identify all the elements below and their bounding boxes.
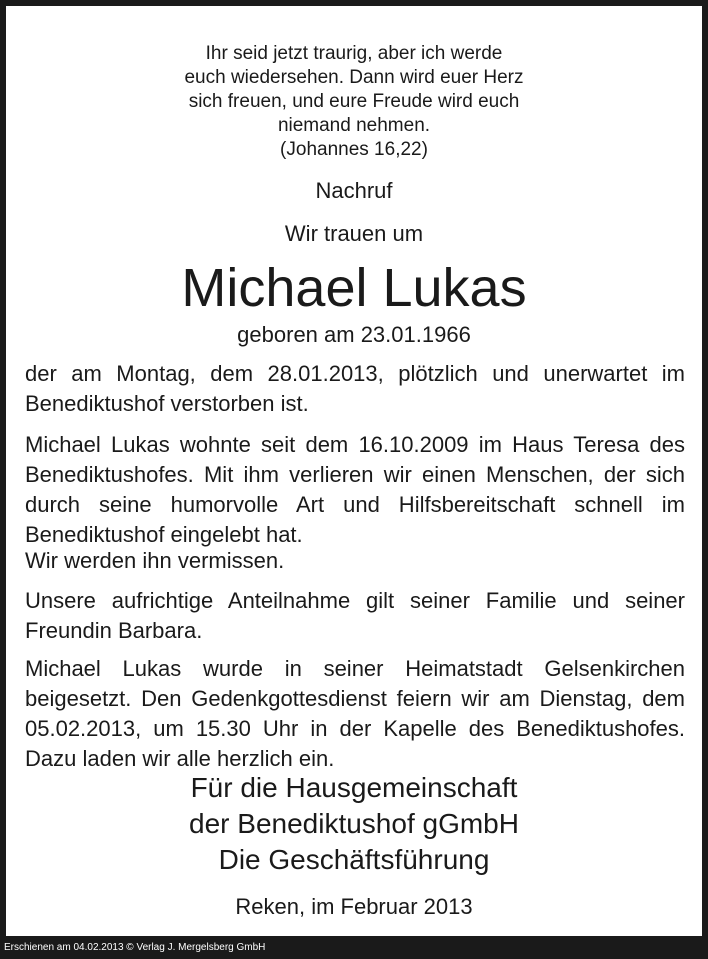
verse-line: euch wiedersehen. Dann wird euer Herz xyxy=(184,67,524,88)
obituary-card xyxy=(6,6,702,936)
paragraph-death-notice: der am Montag, dem 28.01.2013, plötzlich und unerwartet im Benediktushof verstorben ist. xyxy=(25,361,685,416)
signature-line: der Benediktushof gGmbH xyxy=(189,808,519,839)
paragraph-memorial-service: Michael Lukas wurde in seiner Heimatstadt Gelsenkirchen beigesetzt. Den Gedenkgottesdienst feiern wir am Dienstag, dem 05.02.2013, um 15.30 Uhr in der Kapelle des Benediktushofes. Dazu laden wir alle herzlich ein. xyxy=(25,656,685,771)
place-date: Reken, im Februar 2013 xyxy=(235,894,473,919)
publication-footer: Erschienen am 04.02.2013 © Verlag J. Mergelsberg GmbH xyxy=(4,942,266,953)
signature-line: Für die Hausgemeinschaft xyxy=(190,772,518,803)
birth-date: geboren am 23.01.1966 xyxy=(237,322,471,347)
paragraph-miss-him: Wir werden ihn vermissen. xyxy=(25,548,285,573)
intro-text: Wir trauen um xyxy=(284,221,424,246)
signature-line: Die Geschäftsführung xyxy=(218,844,490,875)
paragraph-biography: Michael Lukas wohnte seit dem 16.10.2009 im Haus Teresa des Benediktushofes. Mit ihm verlieren wir einen Menschen, der sich durch seine humorvolle Art und Hilfsbereitschaft schnell im Benediktushof eingelebt hat. xyxy=(25,432,685,547)
verse-line: niemand nehmen. xyxy=(277,115,431,136)
verse-reference: (Johannes 16,22) xyxy=(280,139,428,160)
bible-verse xyxy=(6,42,702,162)
deceased-name: Michael Lukas xyxy=(181,258,527,318)
paragraph-condolences: Unsere aufrichtige Anteilnahme gilt seiner Familie und seiner Freundin Barbara. xyxy=(25,588,685,643)
verse-line: sich freuen, und eure Freude wird euch xyxy=(188,91,520,112)
verse-line: Ihr seid jetzt traurig, aber ich werde xyxy=(205,43,503,64)
heading-nachruf: Nachruf xyxy=(315,178,393,203)
signature-block xyxy=(6,770,702,878)
